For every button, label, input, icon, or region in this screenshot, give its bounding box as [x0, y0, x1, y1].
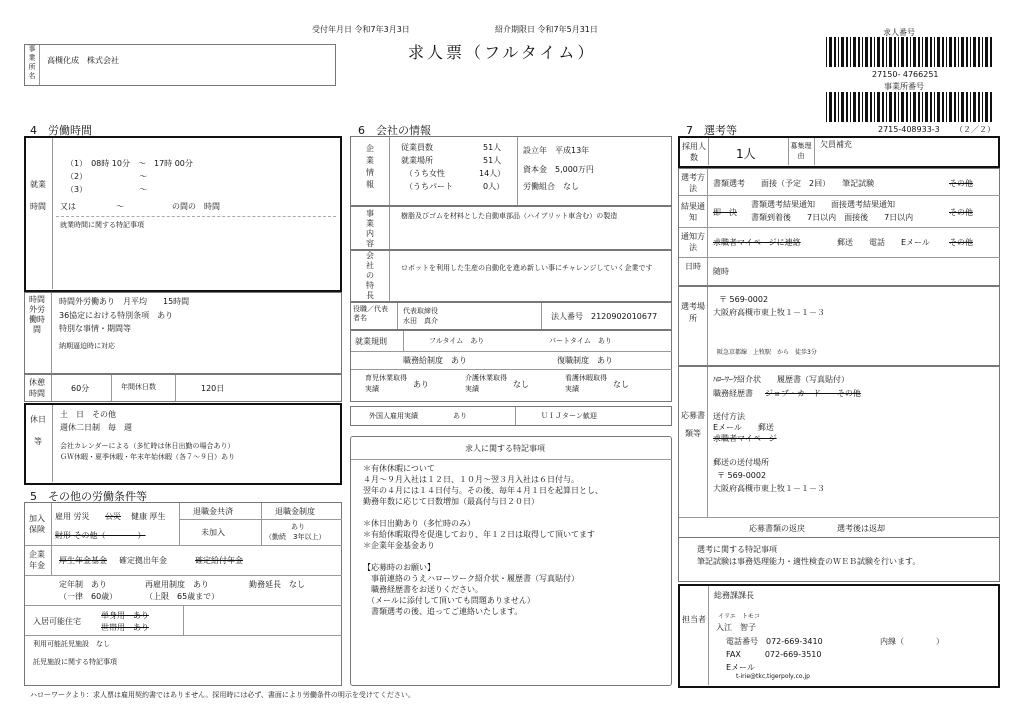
company-feature: ロボットを利用した生産の自動化を進め新しい事にチャレンジしていく企業です	[401, 264, 653, 272]
contact-extension: 内線（ ）	[880, 637, 944, 646]
contact-label: 担当者	[682, 615, 706, 624]
insurance-1: 雇用 労災	[55, 512, 90, 521]
nursing-leave-value: なし	[513, 380, 529, 389]
company-info-label: 企業情報	[366, 144, 374, 189]
return-docs: 応募書類の返戻 選考後は返却	[749, 524, 885, 533]
employees-part: 0人）	[483, 182, 505, 191]
job-note-line: ＊休日出勤あり（多忙時のみ）	[363, 519, 475, 528]
job-no: 27150- 4766251	[872, 70, 939, 79]
job-note-line: ＊企業年金基金あり	[363, 541, 435, 550]
feature-box	[350, 250, 672, 302]
rest-box	[24, 374, 342, 402]
housing-single: 単身用 あり	[101, 611, 149, 620]
notice-label: 通知方法	[681, 232, 705, 252]
retirement-age-detail: （一律 60歳）	[59, 592, 118, 601]
representative-name: 水田 真介	[403, 317, 438, 325]
article36: 36協定における特別条項 あり	[59, 311, 174, 320]
section5-heading: 5 その他の労働条件等	[30, 490, 147, 503]
reinstatement-system: 復職制度 あり	[557, 356, 613, 365]
job-note-line: 職務経歴書をお送りください。	[363, 585, 483, 594]
childcare-note: 託児施設に関する特記事項	[33, 658, 117, 666]
overtime-label: 時間外労働時間	[29, 295, 45, 334]
section4-heading: 4 労働時間	[30, 124, 92, 137]
office-name: 高槻化成 株式会社	[47, 56, 119, 65]
job-note-line: ４月～９月入社は１２日、１０月～翌３月入社は６日付与。	[363, 475, 579, 484]
holiday-box	[24, 403, 342, 485]
labor-union: 労働組合 なし	[523, 182, 579, 191]
office-box	[24, 44, 336, 86]
contact-box	[678, 584, 1000, 688]
job-note-line: （メールに添付して頂いても問題ありません）	[363, 596, 535, 605]
job-note-line: 翌年の４月には１４日付与。その後、毎年４月１日を起算日とし、	[363, 486, 603, 495]
selection-method-other: その他	[949, 179, 973, 188]
overtime-box	[24, 292, 342, 374]
work-extension: 勤務延長 なし	[249, 580, 305, 589]
employees-total: 51人	[483, 143, 502, 152]
job-pay-system: 職務給制度 あり	[403, 356, 467, 365]
pension-label: 企業年金	[29, 550, 45, 570]
shift-2: （2） ～	[66, 172, 148, 181]
rules-box	[350, 330, 672, 402]
result-notice-2: 書類到着後 7日以内 面接後 7日以内	[751, 213, 914, 222]
annual-holiday-label: 年間休日数	[121, 383, 156, 391]
section6-heading: 6 会社の情報	[358, 124, 431, 137]
insurance-other: 財形 その他（ ）	[55, 531, 146, 540]
selection-note-box	[678, 538, 1000, 582]
rules-fulltime: フルタイム あり	[429, 337, 485, 345]
place-access: 阪急京都線 上牧駅 から 徒歩3分	[717, 349, 817, 356]
docs-1: ﾊﾛｰﾜｰｸ紹介状 履歴書（写真貼付）	[713, 375, 849, 384]
employees-site-label: 就業場所	[401, 156, 433, 165]
result-label: 結果通知	[681, 202, 705, 222]
job-note-line: 勤務年数に応じて日数増加（最高付与日２０日）	[363, 497, 539, 506]
overtime-value: 時間外労働あり 月平均 15時間	[59, 297, 190, 306]
job-note-line: ＊有休休暇について	[363, 464, 435, 473]
selection-box	[678, 168, 1000, 286]
retire-system-value: あり	[291, 523, 305, 531]
capital: 資本金 5,000万円	[523, 165, 594, 174]
job-note-line: 【応募時のお願い】	[363, 563, 435, 572]
holiday-label: 休日等	[30, 415, 46, 446]
contact-email-label: Eメール	[726, 663, 755, 672]
send-method-label: 送付方法	[713, 412, 745, 421]
result-notice-1: 書類選考結果通知 面接選考結果通知	[751, 200, 895, 209]
insurance-public: 公災	[105, 512, 121, 521]
office-no-label: 事業所番号	[884, 82, 924, 91]
job-notes-box	[350, 436, 672, 686]
flex-hours: 又は ～ の間の 時間	[60, 202, 220, 211]
foreign-value: あり	[453, 412, 467, 420]
pension-fund: 厚生年金基金	[59, 556, 107, 565]
company-info-box	[350, 136, 672, 206]
work-hours-box	[24, 136, 342, 292]
foreign-label: 外国人雇用実績	[369, 412, 418, 420]
docs-box	[678, 366, 1000, 538]
rest-value: 60分	[71, 384, 90, 393]
result-other: その他	[949, 208, 973, 217]
contact-email: t-irie@tkc,tigerpoly,co,jp	[736, 673, 810, 680]
hire-box	[678, 136, 1000, 168]
nursing-leave-label: 介護休業取得実績	[465, 374, 507, 393]
other-conditions-box	[24, 502, 342, 686]
employees-total-label: 従業員数	[401, 143, 433, 152]
employees-female-label: （うち女性	[405, 169, 445, 178]
send-to-label: 郵送の送付場所	[713, 458, 769, 467]
docs-2: 職務経歴書	[713, 389, 753, 398]
contact-title: 総務課課長	[714, 591, 754, 600]
housing-label: 入居可能住宅	[33, 617, 81, 626]
method-label: 選考方法	[681, 173, 705, 193]
work-hours-label: 就業時間	[30, 180, 46, 211]
insurance-label: 加入保険	[29, 514, 45, 534]
selection-method: 書類選考 面接（予定 2回） 筆記試験	[713, 179, 875, 188]
retire-system-label: 退職金制度	[275, 507, 315, 516]
docs-label: 応募書類等	[681, 411, 705, 438]
representative-label: 役職／代表者名	[353, 305, 388, 322]
childcare-leave-value: あり	[413, 380, 429, 389]
rules-parttime: パートタイム あり	[549, 337, 612, 345]
job-note-line: 事前連絡のうえハローワーク紹介状・履歴書（写真貼付）	[363, 574, 579, 583]
feature-label: 会社の特長	[366, 251, 374, 300]
notice-other: その他	[949, 238, 973, 247]
sick-leave-label: 看護休暇取得実績	[565, 374, 607, 393]
job-no-barcode	[826, 37, 994, 67]
job-no-label: 求人番号	[883, 28, 915, 37]
retire-mutual-label: 退職金共済	[193, 507, 233, 516]
rehire-detail: （上限 65歳まで）	[145, 592, 220, 601]
housing-family: 世帯用 あり	[101, 623, 149, 632]
place-box	[678, 286, 1000, 366]
retire-mutual-value: 未加入	[201, 528, 225, 537]
rest-label: 休憩時間	[29, 378, 45, 398]
hire-count-label: 採用人数	[682, 142, 706, 162]
employees-site: 51人	[483, 156, 502, 165]
footer-note: ハローワークより：求人票は雇用契約書ではありません。採用時には必ず、書面により労働条件の明示を受けてください。	[30, 691, 415, 699]
retirement-age: 定年制 あり	[59, 580, 107, 589]
place-zip: 〒 569-0002	[719, 295, 769, 304]
job-note-line: 書類選考の後、追ってご連絡いたします。	[363, 607, 523, 616]
shift-3: （3） ～	[66, 185, 148, 194]
representative-title: 代表取締役	[403, 307, 438, 315]
sick-leave-value: なし	[613, 380, 629, 389]
result-immediate: 即 決	[713, 208, 737, 217]
send-address: 大阪府高槻市東上牧１－１－３	[713, 484, 825, 493]
date-label: 日時	[685, 262, 701, 271]
page-title: 求人票（フルタイム）	[408, 43, 597, 62]
business-content: 樹脂及びゴムを材料とした自動車部品（ハイブリット車含む）の製造	[401, 212, 618, 220]
docs-2-other: ジョブ・カード その他	[765, 389, 861, 398]
deadline-date: 紹介期限日 令和7年5月31日	[495, 25, 598, 34]
place-label: 選考場所	[681, 302, 705, 323]
holiday-system: 週休二日制 毎 週	[60, 423, 132, 432]
send-mypage: 求職者マイページ	[713, 434, 777, 443]
send-method: Eメール 郵送	[713, 423, 774, 432]
job-note-line: ＊有給休暇取得を促進しており、年１２日は取得して頂いてます	[363, 530, 595, 539]
shift-1: （1） 08時 10分 ～ 17時 00分	[66, 159, 193, 168]
job-notes-title: 求人に関する特記事項	[465, 444, 545, 453]
notice-mypage: 求職者マイページに連絡	[713, 238, 801, 247]
office-no: 2715-408933-3	[878, 125, 940, 134]
pension-dc: 確定拠出年金	[119, 556, 167, 565]
send-zip: 〒 569-0002	[717, 471, 767, 480]
childcare-leave-label: 育児休業取得実績	[365, 374, 407, 393]
work-hours-note: 就業時間に関する特記事項	[60, 221, 144, 229]
reason-label: 募集理由	[790, 142, 812, 160]
business-box	[350, 206, 672, 250]
business-label: 事業内容	[366, 209, 374, 248]
founded-year: 設立年 平成13年	[523, 146, 590, 155]
childcare-facility: 利用可能託児施設 なし	[33, 640, 110, 648]
rules-label: 就業規則	[355, 337, 387, 346]
pension-db: 確定給付年金	[195, 556, 243, 565]
contact-fax: FAX 072-669-3510	[726, 650, 822, 659]
representative-box	[350, 302, 672, 330]
contact-tel: 電話番号 072-669-3410	[726, 637, 823, 646]
hire-reason: 欠員補充	[820, 140, 852, 149]
place-address: 大阪府高槻市東上牧１－１－３	[713, 308, 825, 317]
office-no-barcode	[826, 92, 994, 122]
annual-holiday-value: 120日	[201, 384, 225, 393]
hire-count: 1人	[736, 147, 756, 161]
holiday-note-2: ＧＷ休暇・夏季休暇・年末年始休暇（各７～９日）あり	[60, 453, 235, 461]
section7-heading: 7 選考等	[686, 124, 737, 137]
selection-note-title: 選考に関する特記事項	[697, 545, 777, 554]
selection-date: 随時	[713, 267, 729, 276]
employees-female: 14人）	[479, 169, 506, 178]
uij-turn: ＵＩＪターン歓迎	[541, 412, 597, 420]
foreign-box	[350, 406, 672, 426]
office-label: 事業所名	[28, 45, 36, 80]
employees-part-label: （うちパート	[405, 182, 453, 191]
insurance-1b: 健康 厚生	[131, 512, 166, 521]
page-number: （２／２）	[955, 125, 995, 134]
received-date: 受付年月日 令和7年3月3日	[312, 25, 410, 34]
selection-note: 筆記試験は事務処理能力・適性検査のＷＥＢ試験を行います。	[697, 557, 921, 566]
rehire-system: 再雇用制度 あり	[145, 580, 209, 589]
special-circumstances: 特別な事情・期間等	[59, 324, 131, 333]
special-note: 納期逼迫時に対応	[59, 342, 115, 350]
holiday-note-1: 会社カレンダーによる（多忙時は休日出勤の場合あり）	[60, 442, 235, 450]
retire-system-condition: （勤続 3年以上）	[265, 533, 326, 541]
corporate-number: 法人番号 2120902010677	[551, 312, 658, 321]
notice-method: 郵送 電話 Eメール	[837, 238, 930, 247]
contact-kana: イリエ トモコ	[718, 613, 760, 620]
holiday-days: 土 日 その他	[60, 410, 116, 419]
contact-name: 入江 智子	[716, 623, 756, 632]
